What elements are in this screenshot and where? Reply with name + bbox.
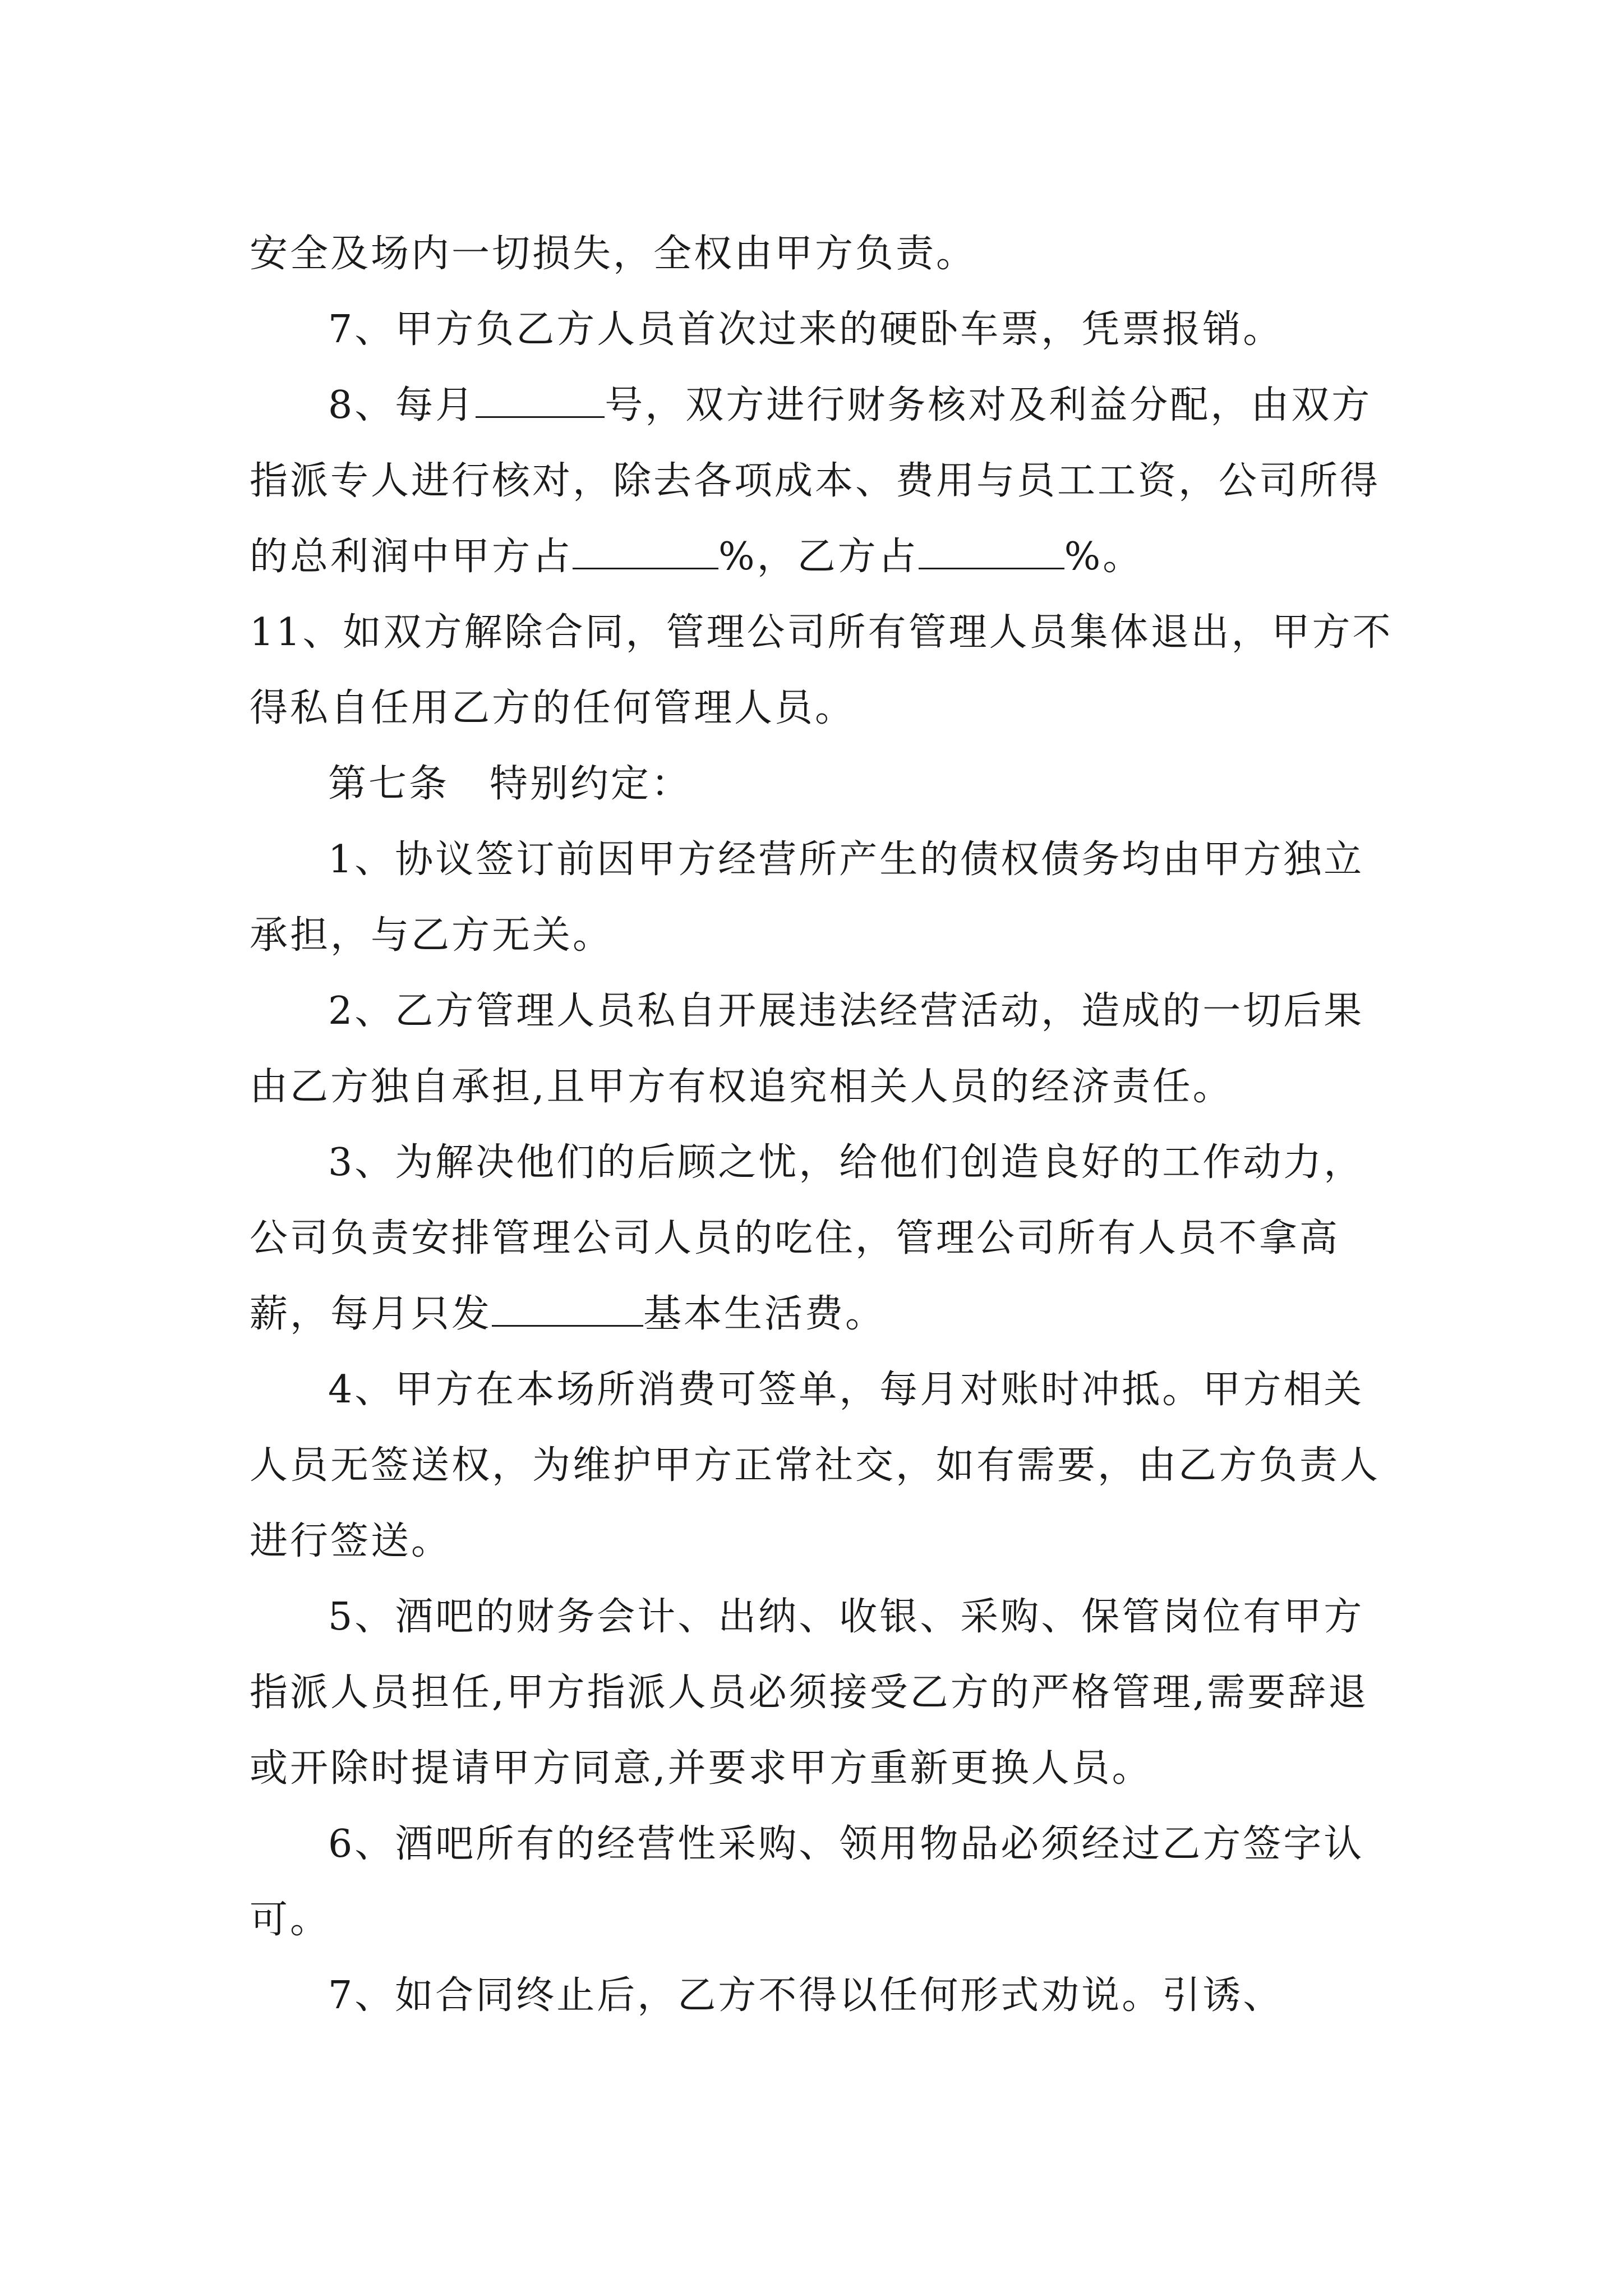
paragraph-text: 7、甲方负乙方人员首次过来的硬卧车票，凭票报销。 xyxy=(328,307,1284,352)
paragraph-text: 基本生活费。 xyxy=(643,1292,886,1336)
paragraph-p11 xyxy=(250,1806,1394,1958)
paragraph-text: 7、如合同终止后，乙方不得以任何形式劝说。引诱、 xyxy=(328,1973,1284,2018)
paragraph-text: 安全及场内一切损失，全权由甲方负责。 xyxy=(250,232,977,276)
paragraph-p3 xyxy=(250,367,1394,595)
fill-in-blank xyxy=(573,535,718,569)
paragraph-text: 2、乙方管理人员私自开展违法经营活动，造成的一切后果由乙方独自承担,且甲方有权追究相关人员的经济责任。 xyxy=(250,989,1364,1109)
paragraph-p6 xyxy=(250,822,1394,973)
paragraph-text: 5、酒吧的财务会计、出纳、收银、采购、保管岗位有甲方指派人员担任,甲方指派人员必须接受乙方的严格管理,需要辞退或开除时提请甲方同意,并要求甲方重新更换人员。 xyxy=(250,1595,1369,1791)
paragraph-p9 xyxy=(250,1352,1394,1579)
paragraph-text: 号，双方进行财务核对及利益分配，由双方指派专人进行核对，除去各项成本、费用与员工工资，公司所得的总利润中甲方占 xyxy=(250,383,1381,579)
fill-in-blank xyxy=(476,384,605,418)
paragraph-text: 4、甲方在本场所消费可签单，每月对账时冲抵。甲方相关人员无签送权，为维护甲方正常社交，如有需要，由乙方负责人进行签送。 xyxy=(250,1368,1381,1563)
paragraph-text: 11、如双方解除合同，管理公司所有管理人员集体退出，甲方不得私自任用乙方的任何管理人员。 xyxy=(250,610,1393,730)
paragraph-text: 1、协议签订前因甲方经营所产生的债权债务均由甲方独立承担，与乙方无关。 xyxy=(250,838,1364,958)
paragraph-text: 6、酒吧所有的经营性采购、领用物品必须经过乙方签字认可。 xyxy=(250,1822,1364,1942)
paragraph-text: 8、每月 xyxy=(328,383,476,427)
paragraph-p5 xyxy=(250,746,1394,822)
paragraph-text: %。 xyxy=(1064,535,1144,579)
paragraph-p2 xyxy=(250,292,1394,367)
paragraph-p4 xyxy=(250,595,1394,746)
paragraph-p10 xyxy=(250,1579,1394,1806)
paragraph-text: %，乙方占 xyxy=(718,535,919,579)
paragraph-p1 xyxy=(250,216,1394,292)
fill-in-blank xyxy=(919,535,1064,569)
paragraph-p7 xyxy=(250,973,1394,1125)
paragraph-text: 3、为解决他们的后顾之忧，给他们创造良好的工作动力，公司负责安排管理公司人员的吃住，管理公司所有人员不拿高薪，每月只发 xyxy=(250,1140,1364,1336)
paragraph-p12 xyxy=(250,1958,1394,2033)
fill-in-blank xyxy=(492,1292,643,1327)
document-body xyxy=(250,216,1394,2033)
paragraph-text: 第七条 特别约定： xyxy=(328,762,692,806)
paragraph-p8 xyxy=(250,1125,1394,1352)
